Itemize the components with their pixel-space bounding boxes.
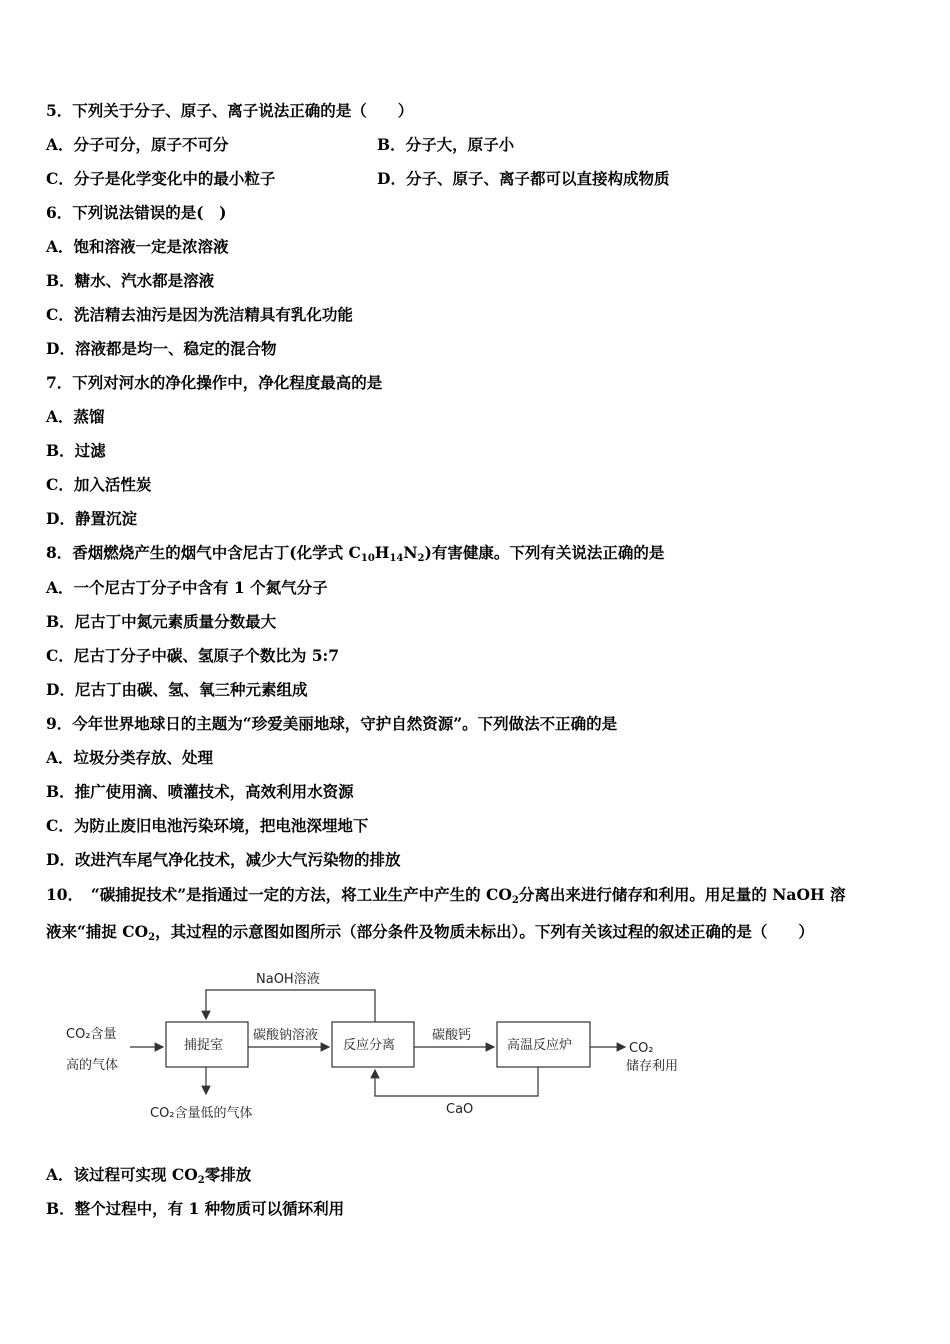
q7-option-c: C．加入活性炭 — [46, 475, 152, 494]
q10-stem-line2: 液来“捕捉 $CO_2$，其过程的示意图如图所示（部分条件及物质未标出）。下列有关该过程的叙述正确的是（ ） — [46, 922, 814, 943]
capture-chamber-label: 捕捉室 — [184, 1038, 224, 1053]
q9-option-c: C．为防止废旧电池污染环境，把电池深埋地下 — [46, 816, 369, 835]
q10-stem-line1: 10． “碳捕捉技术”是指通过一定的方法，将工业生产中产生的 $CO_2$分离出来进行储存和利用。用足量的 NaOH 溶 — [46, 885, 846, 906]
q8-option-c: C．尼古丁分子中碳、氢原子个数比为 5:7 — [46, 646, 340, 665]
q8-option-a: A．一个尼古丁分子中含有 1 个氮气分子 — [46, 578, 328, 597]
input-label-line2: 高的气体 — [66, 1058, 119, 1073]
q10-option-a: A．该过程可实现 $CO_2$零排放 — [46, 1165, 252, 1186]
furnace-label: 高温反应炉 — [507, 1038, 573, 1053]
q5-option-c: C．分子是化学变化中的最小粒子 — [46, 169, 276, 188]
q9-stem: 9．今年世界地球日的主题为“珍爱美丽地球，守护自然资源”。下列做法不正确的是 — [46, 714, 618, 733]
q6-stem: 6．下列说法错误的是( ) — [46, 203, 227, 222]
arrow-cao-recycle — [375, 1067, 538, 1096]
q5-stem: 5．下列关于分子、原子、离子说法正确的是（ ） — [46, 101, 414, 120]
q6-option-a: A．饱和溶液一定是浓溶液 — [46, 237, 229, 256]
q6-option-b: B．糖水、汽水都是溶液 — [46, 271, 215, 290]
q5-option-a: A．分子可分，原子不可分 — [46, 135, 229, 154]
q6-option-d: D．溶液都是均一、稳定的混合物 — [46, 339, 277, 358]
q7-stem: 7．下列对河水的净化操作中，净化程度最高的是 — [46, 373, 383, 392]
edge-label-carbonate-solution: 碳酸钠溶液 — [253, 1028, 319, 1043]
edge-label-calcium-carbonate: 碳酸钙 — [432, 1028, 472, 1043]
input-label-line1: CO₂含量 — [66, 1027, 117, 1042]
q7-option-d: D．静置沉淀 — [46, 509, 137, 528]
q8-option-d: D．尼古丁由碳、氢、氧三种元素组成 — [46, 680, 308, 699]
reaction-separation-label: 反应分离 — [343, 1038, 396, 1053]
q5-option-b: B．分子大，原子小 — [377, 135, 515, 154]
q10-option-b: B．整个过程中，有 1 种物质可以循环利用 — [46, 1199, 345, 1218]
q5-option-d: D．分子、原子、离子都可以直接构成物质 — [377, 169, 670, 188]
q9-option-d: D．改进汽车尾气净化技术，减少大气污染物的排放 — [46, 850, 401, 869]
q8-stem: 8．香烟燃烧产生的烟气中含尼古丁(化学式 $C_{10}H_{14}N_2$)有害健康。下列有关说法正确的是 — [46, 543, 665, 564]
co2-capture-process-diagram — [60, 962, 720, 1132]
q9-option-a: A．垃圾分类存放、处理 — [46, 748, 214, 767]
q7-option-a: A．蒸馏 — [46, 407, 105, 426]
output-co2-label: CO₂ — [629, 1041, 654, 1056]
edge-label-cao: CaO — [446, 1102, 474, 1117]
q7-option-b: B．过滤 — [46, 441, 106, 460]
q6-option-c: C．洗洁精去油污是因为洗洁精具有乳化功能 — [46, 305, 353, 324]
arrow-naoh-recycle — [206, 990, 375, 1022]
q9-option-b: B．推广使用滴、喷灌技术，高效利用水资源 — [46, 782, 354, 801]
q8-option-b: B．尼古丁中氮元素质量分数最大 — [46, 612, 277, 631]
output-low-co2-label: CO₂含量低的气体 — [150, 1106, 253, 1121]
edge-label-naoh: NaOH溶液 — [256, 972, 320, 987]
output-use-label: 储存利用 — [626, 1059, 679, 1074]
